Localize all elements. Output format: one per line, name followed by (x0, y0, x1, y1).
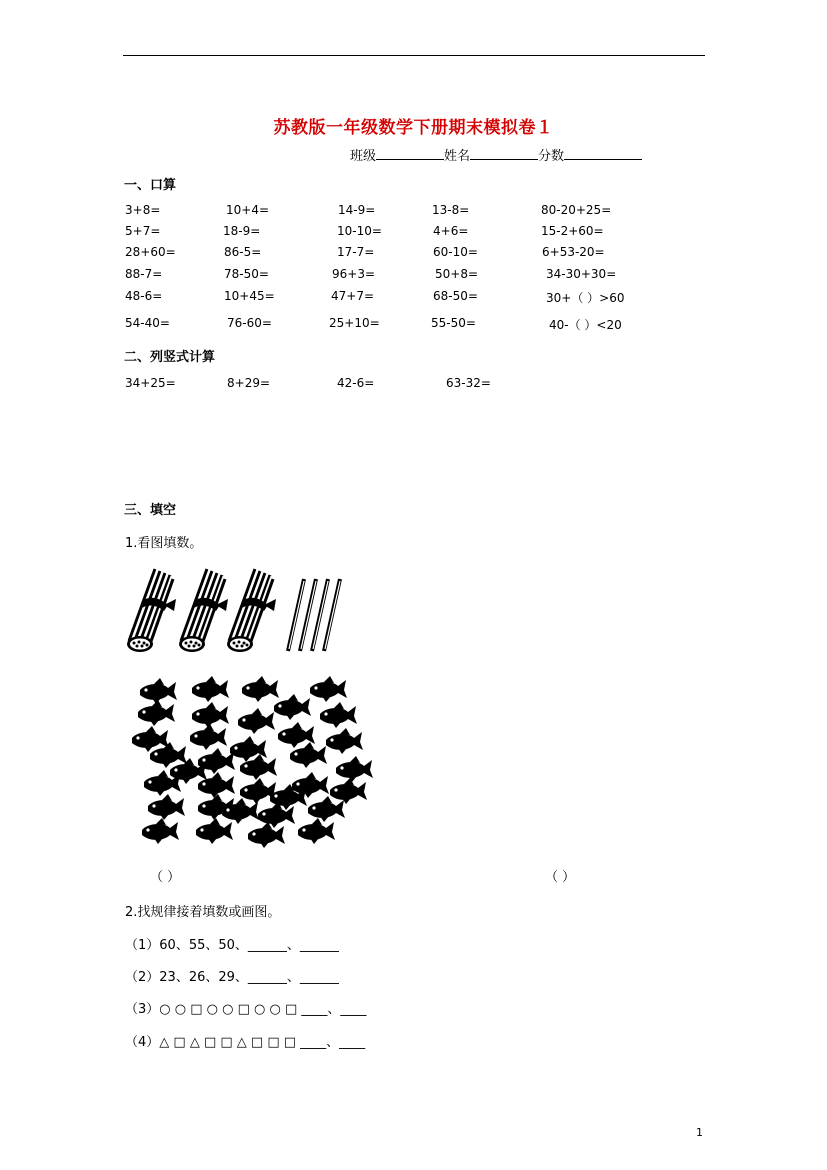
page-number: 1 (696, 1126, 703, 1139)
equation: 13-8= (432, 203, 470, 217)
section-2-heading: 二、列竖式计算 (124, 350, 216, 365)
equation: 25+10= (329, 316, 380, 330)
equation: 60-10= (433, 245, 478, 259)
pattern-line-1: （1）60、55、50、______、______ (125, 938, 339, 953)
equation: 48-6= (125, 289, 163, 303)
class-label: 班级 (350, 149, 377, 164)
equation: 10-10= (337, 224, 382, 238)
equation: 88-7= (125, 267, 163, 281)
score-label: 分数 (538, 149, 565, 164)
equation: 18-9= (223, 224, 261, 238)
section-3-heading: 三、填空 (124, 503, 177, 518)
fish-group (132, 676, 373, 848)
equation: 47+7= (331, 289, 375, 303)
equation: 3+8= (125, 203, 161, 217)
equation: 54-40= (125, 316, 170, 330)
equation: 76-60= (227, 316, 272, 330)
equation: 4+6= (433, 224, 469, 238)
header-rule (123, 55, 705, 56)
question-2: 2.找规律接着填数或画图。 (125, 905, 281, 920)
section-1-heading: 一、口算 (124, 178, 177, 193)
equation: 34-30+30= (546, 267, 617, 281)
name-label: 姓名 (444, 149, 471, 164)
equation: 5+7= (125, 224, 161, 238)
score-blank (564, 146, 642, 160)
equation: 10+4= (226, 203, 270, 217)
answer-blank-right: （ ） (545, 870, 576, 885)
equation: 78-50= (224, 267, 269, 281)
pattern-line-3: （3）○ ○ □ ○ ○ □ ○ ○ □ ____、____ (125, 1002, 367, 1017)
equation: 50+8= (435, 267, 479, 281)
equation: 68-50= (433, 289, 478, 303)
vertical-calc-item: 42-6= (337, 376, 375, 390)
stick-bundles-image (120, 565, 360, 653)
equation: 10+45= (224, 289, 275, 303)
pattern-line-4: （4）△ □ △ □ □ △ □ □ □ ____、____ (125, 1035, 366, 1050)
question-1: 1.看图填数。 (125, 536, 203, 551)
page-title: 苏教版一年级数学下册期末模拟卷１ (273, 118, 554, 138)
bundle-of-ten (127, 569, 176, 652)
equation: 30+（ ）>60 (546, 291, 625, 305)
pattern-line-2: （2）23、26、29、______、______ (125, 970, 339, 985)
equation: 86-5= (224, 245, 262, 259)
class-blank (376, 146, 444, 160)
equation: 40-（ ）<20 (549, 318, 622, 332)
goldfish-image (128, 676, 378, 848)
equation: 14-9= (338, 203, 376, 217)
equation: 15-2+60= (541, 224, 604, 238)
bundle-of-ten (179, 569, 228, 652)
equation: 80-20+25= (541, 203, 612, 217)
equation: 55-50= (431, 316, 476, 330)
name-blank (470, 146, 538, 160)
equation: 6+53-20= (542, 245, 605, 259)
equation: 17-7= (337, 245, 375, 259)
vertical-calc-item: 8+29= (227, 376, 271, 390)
student-info-line (350, 145, 642, 164)
vertical-calc-item: 34+25= (125, 376, 176, 390)
equation: 96+3= (332, 267, 376, 281)
vertical-calc-item: 63-32= (446, 376, 491, 390)
bundle-of-ten (227, 569, 276, 652)
answer-blank-left: （ ） (150, 870, 181, 885)
equation: 28+60= (125, 245, 176, 259)
